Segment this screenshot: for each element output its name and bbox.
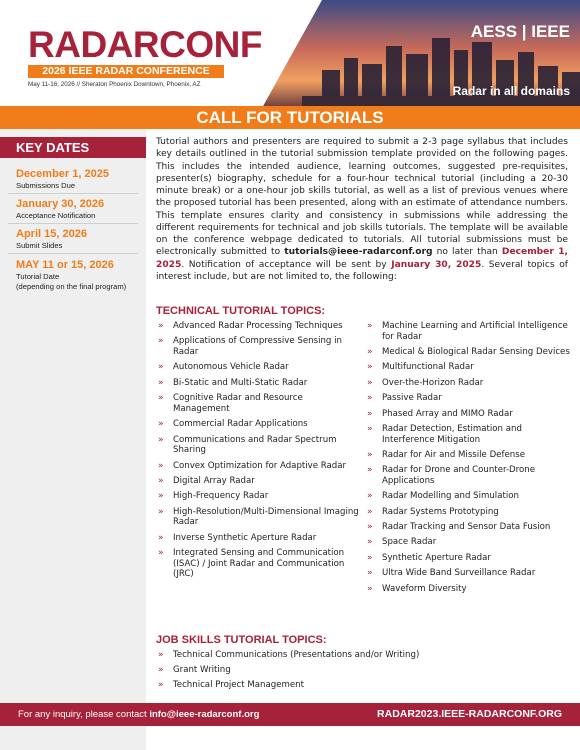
- job-skills-list: [156, 650, 556, 695]
- key-date-label: Submit Slides: [16, 241, 63, 250]
- footer-inquiry-text: For any inquiry, please contact: [18, 709, 150, 720]
- bullet-icon: »: [158, 321, 164, 331]
- topic-label: Synthetic Aperture Radar: [382, 552, 491, 563]
- bullet-icon: »: [158, 650, 164, 660]
- bullet-icon: »: [367, 377, 373, 388]
- topic-label: Radar Detection, Estimation and Interference Mitigation: [382, 423, 522, 445]
- topic-item: [365, 465, 571, 486]
- bullet-icon: »: [158, 532, 164, 543]
- key-date: MAY 11 or 15, 2026: [16, 259, 114, 271]
- topic-item: [365, 568, 571, 579]
- bullet-icon: »: [367, 568, 373, 579]
- topic-item: [156, 419, 362, 430]
- bullet-icon: »: [158, 491, 164, 502]
- topic-item: [156, 665, 556, 676]
- logo-main: RADARCONF: [28, 24, 262, 65]
- intro-text: . Notification of acceptance will be sent by: [181, 259, 392, 270]
- venue-line: May 11-16, 2026 // Sheraton Phoenix Downtown, Phoenix, AZ: [28, 81, 201, 88]
- topic-label: Technical Communications (Presentations and/or Writing): [173, 650, 420, 660]
- intro-text: Tutorial authors and presenters are required to submit a 2-3 page syllabus that includes key details outlined in the tutorial submission template provided on the following pages. This includes the intended audience, learning outcomes, suggested pre-requisites, presenter(s) biography, schedule for a four-hour technical tutorial (including a 20-30 minute break) or a one-hour job skills tutorial, as well as a list of previous venues where the proposed tutorial has been presented, along with an estimate of attendance numbers. This template ensures clarity and consistency in submissions while addressing the different requirements for technical and job skills tutorials. The template will be available on the conference webpage dedicated to tutorials. All tutorial submissions must be electronically submitted to: [156, 137, 568, 258]
- divider: [8, 253, 138, 254]
- bullet-icon: »: [367, 346, 373, 357]
- topic-item: [156, 336, 362, 357]
- bullet-icon: »: [158, 548, 164, 559]
- divider: [8, 193, 138, 194]
- key-date: December 1, 2025: [16, 168, 109, 180]
- key-dates-heading: KEY DATES: [0, 137, 146, 158]
- key-date: January 30, 2026: [16, 198, 105, 210]
- city-skyline-image: [262, 0, 580, 108]
- bullet-icon: »: [158, 377, 164, 388]
- topic-item: [156, 321, 362, 332]
- intro-text: no later than: [432, 247, 502, 258]
- intro-text: . Several topics of interest include, but are not limited to, the following:: [156, 259, 568, 282]
- topic-label: High-Resolution/Multi-Dimensional Imaging Radar: [173, 506, 359, 528]
- bullet-icon: »: [158, 475, 164, 486]
- topic-item: [156, 650, 556, 661]
- topic-item: [156, 378, 362, 389]
- topic-item: [156, 491, 362, 502]
- bullet-icon: »: [367, 393, 373, 404]
- bullet-icon: »: [367, 506, 373, 517]
- bullet-icon: »: [367, 465, 373, 476]
- topic-label: Commercial Radar Applications: [173, 419, 308, 430]
- topic-item: [156, 393, 362, 414]
- topic-item: [365, 347, 571, 358]
- header: [0, 0, 580, 108]
- footer-website-link[interactable]: RADAR2023.IEEE-RADARCONF.ORG: [377, 708, 562, 720]
- key-date-item: [16, 228, 87, 251]
- topic-item: [365, 424, 571, 445]
- topic-label: Grant Writing: [173, 664, 231, 675]
- topic-item: [365, 522, 571, 533]
- conference-subbanner: 2026 IEEE RADAR CONFERENCE: [28, 65, 224, 78]
- topic-label: Ultra Wide Band Surveillance Radar: [382, 568, 536, 579]
- submission-email[interactable]: tutorials@ieee-radarconf.org: [284, 247, 433, 258]
- deadline-date: December 1, 2025: [156, 247, 568, 270]
- key-date-label: Tutorial Date (depending on the final program): [16, 272, 127, 291]
- topic-label: Machine Learning and Artificial Intelligence for Radar: [382, 321, 568, 342]
- topic-label: Cognitive Radar and Resource Management: [173, 393, 303, 414]
- topic-item: [156, 680, 556, 691]
- topic-item: [156, 461, 362, 472]
- topic-item: [156, 435, 362, 456]
- divider: [8, 223, 138, 224]
- key-date-item: [16, 198, 104, 221]
- tagline: Radar in all domains: [452, 84, 570, 98]
- topic-label: Radar Tracking and Sensor Data Fusion: [382, 522, 551, 533]
- technical-topics-list-right: [365, 321, 571, 599]
- technical-topics-heading: TECHNICAL TUTORIAL TOPICS:: [156, 305, 326, 317]
- topic-label: High-Frequency Radar: [173, 491, 269, 502]
- key-date-label: Acceptance Notification: [16, 211, 96, 220]
- key-date-item: [16, 168, 109, 191]
- partner-logos: AESS | IEEE: [470, 22, 570, 41]
- bullet-icon: »: [367, 491, 373, 502]
- topic-label: Waveform Diversity: [382, 583, 467, 594]
- bullet-icon: »: [367, 449, 373, 460]
- topic-label: Medical & Biological Radar Sensing Devices: [382, 346, 570, 357]
- topic-item: [156, 533, 362, 544]
- topic-label: Convex Optimization for Adaptive Radar: [173, 460, 347, 471]
- topic-item: [365, 409, 571, 420]
- bullet-icon: »: [158, 679, 164, 690]
- topic-label: Radar Modelling and Simulation: [382, 491, 519, 502]
- topic-label: Communications and Radar Spectrum Sharing: [173, 434, 337, 456]
- notification-date: January 30, 2025: [391, 259, 482, 270]
- topic-item: [365, 507, 571, 518]
- bullet-icon: »: [367, 552, 373, 563]
- intro-paragraph: [156, 136, 568, 283]
- page-title: CALL FOR TUTORIALS: [196, 108, 384, 127]
- topic-label: Phased Array and MIMO Radar: [382, 408, 513, 419]
- key-date-item: [16, 259, 126, 292]
- bullet-icon: »: [158, 460, 164, 471]
- footer-email-link[interactable]: info@ieee-radarconf.org: [149, 709, 260, 720]
- topic-label: Advanced Radar Processing Techniques: [173, 321, 343, 331]
- topic-label: Technical Project Management: [173, 679, 304, 690]
- topic-item: [365, 393, 571, 404]
- bullet-icon: »: [367, 537, 373, 548]
- bullet-icon: »: [158, 419, 164, 430]
- footer-inquiry: [18, 703, 259, 726]
- job-skills-heading: JOB SKILLS TUTORIAL TOPICS:: [156, 634, 327, 646]
- bullet-icon: »: [367, 408, 373, 419]
- bullet-icon: »: [158, 506, 164, 517]
- topic-label: Digital Array Radar: [173, 475, 255, 486]
- bullet-icon: »: [158, 336, 164, 347]
- bullet-icon: »: [158, 434, 164, 445]
- topic-label: Passive Radar: [382, 393, 442, 404]
- bullet-icon: »: [367, 321, 373, 331]
- topic-label: Autonomous Vehicle Radar: [173, 362, 289, 373]
- topic-item: [156, 507, 362, 528]
- topic-item: [365, 378, 571, 389]
- topic-item: [365, 584, 571, 595]
- topic-label: Radar for Drone and Counter-Drone Applications: [382, 465, 536, 486]
- topic-label: Inverse Synthetic Aperture Radar: [173, 532, 317, 543]
- topic-label: Space Radar: [382, 537, 437, 548]
- bullet-icon: »: [158, 362, 164, 373]
- topic-item: [365, 450, 571, 461]
- topic-item: [365, 553, 571, 564]
- topic-item: [156, 476, 362, 487]
- bullet-icon: »: [367, 583, 373, 594]
- technical-topics-list-left: [156, 321, 362, 585]
- bullet-icon: »: [158, 664, 164, 675]
- key-date: April 15, 2026: [16, 228, 87, 240]
- bullet-icon: »: [367, 522, 373, 533]
- topic-label: Bi-Static and Multi-Static Radar: [173, 377, 308, 388]
- bullet-icon: »: [367, 362, 373, 373]
- topic-label: Over-the-Horizon Radar: [382, 377, 484, 388]
- topic-label: Integrated Sensing and Communication (ISAC) / Joint Radar and Communication (JRC): [173, 548, 345, 580]
- topic-item: [156, 362, 362, 373]
- key-date-label: Submissions Due: [16, 181, 76, 190]
- topic-item: [156, 548, 362, 580]
- bullet-icon: »: [158, 393, 164, 404]
- topic-label: Radar for Air and Missile Defense: [382, 449, 525, 460]
- topic-item: [365, 362, 571, 373]
- topic-item: [365, 537, 571, 548]
- topic-label: Multifunctional Radar: [382, 362, 474, 373]
- topic-item: [365, 491, 571, 502]
- topic-label: Radar Systems Prototyping: [382, 506, 499, 517]
- bullet-icon: »: [367, 423, 373, 434]
- topic-item: [365, 321, 571, 342]
- topic-label: Applications of Compressive Sensing in Radar: [173, 336, 342, 357]
